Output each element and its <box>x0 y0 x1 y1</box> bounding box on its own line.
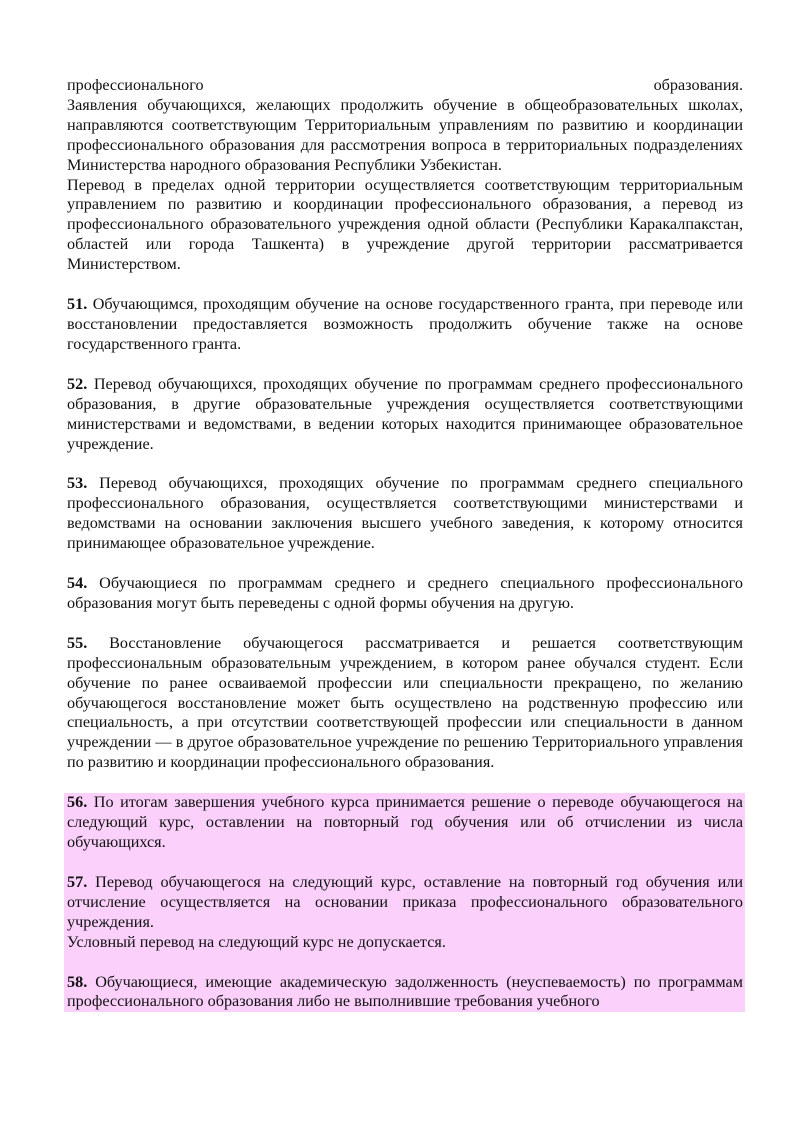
item-text: Перевод обучающихся, проходящих обучение по программам среднего специального профессионального образования, осуществляется соответствующими министерствами и ведомствами на основании заключения высшего учебного заведения, к которому относится принимающее образовательное учреждение. <box>67 474 743 553</box>
highlighted-section <box>64 793 745 1012</box>
item-57 <box>67 873 743 953</box>
item-text: Восстановление обучающегося рассматривается и решается соответствующим профессиональным образовательным учреждением, в котором ранее обучался студент. Если обучение по ранее осваиваемой профессии или специальности прекращено, по желанию обучающегося восстановление может быть осуществлено на родственную профессию или специальность, а при отсутствии соответствующей профессии или специальности в данном учреждении — в другое образовательное учреждение по решению Территориального управления по развитию и координации профессионального образования. <box>67 633 743 772</box>
item-number: 53. <box>67 474 88 493</box>
highlight-gap <box>67 953 743 973</box>
continuation-line <box>67 76 743 96</box>
continuation-right: образования. <box>653 76 743 94</box>
item-58 <box>67 973 743 1013</box>
paragraph-transfer-territory: Перевод в пределах одной территории осуществляется соответствующим территориальным управлением по развитию и координации профессионального образования, а перевод из профессионального образовательного учреждения одной области (Республики Каракалпакстан, областей или города Ташкента) в учреждение другой территории рассматривается Министерством. <box>67 175 743 274</box>
item-number: 55. <box>67 633 88 652</box>
item-number: 57. <box>67 872 88 891</box>
item-number: 54. <box>67 574 88 593</box>
item-51 <box>67 295 743 355</box>
item-52 <box>67 375 743 455</box>
item-number: 58. <box>67 972 88 991</box>
item-number: 51. <box>67 295 88 314</box>
item-54 <box>67 574 743 614</box>
paragraph-applications: Заявления обучающихся, желающих продолжить обучение в общеобразовательных школах, направляются соответствующим Территориальным управлениям по развитию и координации профессионального образования для рассмотрения вопроса в территориальных подразделениях Министерства народного образования Республики Узбекистан. <box>67 95 743 174</box>
item-text: По итогам завершения учебного курса принимается решение о переводе обучающегося на следующий курс, оставлении на повторный год обучения или об отчислении из числа обучающихся. <box>67 793 743 851</box>
continuation-left: профессионального <box>67 76 204 94</box>
continuation-block <box>67 76 743 275</box>
item-text: Обучающимся, проходящим обучение на основе государственного гранта, при переводе или восстановлении предоставляется возможность продолжить обучение также на основе государственного гранта. <box>67 295 743 353</box>
item-57-extra: Условный перевод на следующий курс не допускается. <box>67 932 446 951</box>
item-number: 52. <box>67 374 88 393</box>
item-text: Обучающиеся по программам среднего и среднего специального профессионального образования могут быть переведены с одной формы обучения на другую. <box>67 574 743 612</box>
item-text: Обучающиеся, имеющие академическую задолженность (неуспеваемость) по программам профессионального образования либо не выполнившие требования учебного <box>67 972 743 1011</box>
item-53 <box>67 474 743 554</box>
item-56 <box>67 793 743 853</box>
item-text: Перевод обучающихся, проходящих обучение по программам среднего профессионального образования, в другие образовательные учреждения осуществляется соответствующими министерствами и ведомствами, в ведении которых находится принимающее образовательное учреждение. <box>67 374 743 453</box>
highlight-gap <box>67 853 743 873</box>
item-text: Перевод обучающегося на следующий курс, оставление на повторный год обучения или отчисление осуществляется на основании приказа профессионального образовательного учреждения. <box>67 872 743 931</box>
item-number: 56. <box>67 793 88 812</box>
item-55 <box>67 634 743 773</box>
